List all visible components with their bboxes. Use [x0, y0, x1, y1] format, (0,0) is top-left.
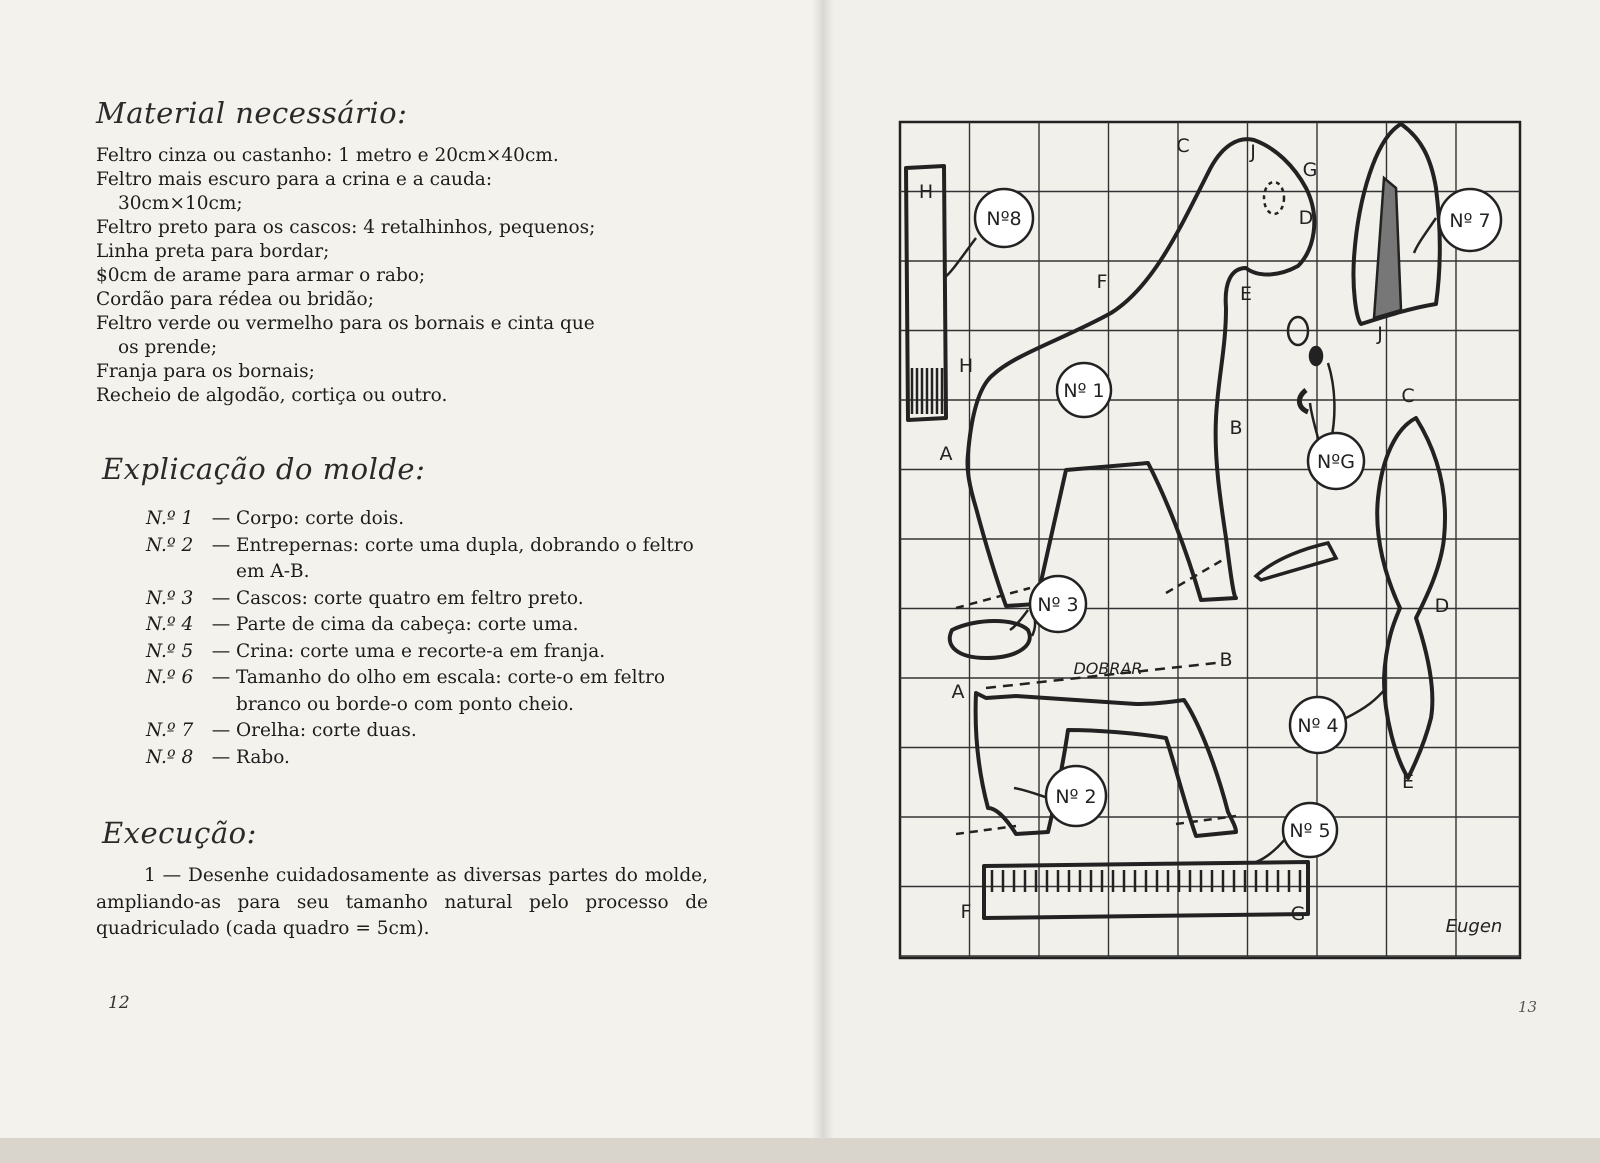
explicacao-item: N.º 2 — Entrepernas: corte uma dupla, dobrando o feltro em A-B.	[146, 534, 694, 582]
point-label-j2: J	[1377, 323, 1383, 345]
explicacao-item: N.º 6 — Tamanho do olho em escala: corte-o em feltro branco ou borde-o com ponto cheio.	[146, 667, 665, 715]
point-label-e: E	[1239, 283, 1253, 305]
arrow-n6b	[1328, 363, 1334, 440]
point-label-f2: F	[960, 901, 972, 923]
explicacao-list	[146, 506, 766, 771]
material-line: Feltro verde ou vermelho para os bornais e cinta que	[96, 313, 595, 334]
piece-2-entrepernas-outline	[976, 693, 1236, 836]
label-n5: Nº 5	[1289, 820, 1331, 842]
seam-dashed-3	[956, 826, 1016, 834]
arrow-n2	[1014, 788, 1048, 798]
material-line: os prende;	[118, 337, 218, 358]
material-title: Material necessário:	[96, 96, 408, 130]
label-n7: Nº 7	[1449, 210, 1491, 232]
material-line: Linha preta para bordar;	[96, 241, 330, 262]
explicacao-title: Explicação do molde:	[102, 452, 426, 486]
signature: Eugen	[1445, 916, 1503, 937]
eye-crescent	[1299, 390, 1308, 412]
arrow-n7	[1414, 218, 1436, 253]
page-number-right: 13	[1518, 998, 1538, 1016]
point-label-g2: G	[1290, 903, 1306, 925]
material-line: 30cm×10cm;	[118, 193, 243, 214]
point-label-a2: A	[951, 681, 965, 703]
point-label-b2: B	[1219, 649, 1233, 671]
explicacao-item: N.º 7 — Orelha: corte duas.	[146, 720, 417, 741]
label-n4: Nº 4	[1297, 715, 1339, 737]
material-line: Feltro preto para os cascos: 4 retalhinhos, pequenos;	[96, 217, 596, 238]
material-line: Feltro mais escuro para a crina e a cauda:	[96, 169, 493, 190]
label-n6: NºG	[1317, 451, 1355, 473]
point-label-d2: D	[1434, 595, 1450, 617]
horse-pattern-diagram	[896, 118, 1536, 970]
material-line: Feltro cinza ou castanho: 1 metro e 20cm×40cm.	[96, 145, 559, 166]
piece-5-fringe	[992, 870, 1300, 892]
explicacao-item: N.º 3 — Cascos: corte quatro em feltro preto.	[146, 587, 584, 609]
label-n3: Nº 3	[1037, 594, 1079, 616]
point-label-d: D	[1298, 207, 1314, 229]
point-label-c: C	[1176, 135, 1190, 157]
piece-8-fringe	[912, 368, 942, 414]
piece-3-casco-outline	[950, 621, 1030, 658]
material-line: Cordão para rédea ou bridão;	[96, 289, 374, 310]
point-label-c2: C	[1401, 385, 1415, 407]
page-bottom-edge	[0, 1138, 1600, 1163]
point-label-e2: E	[1401, 771, 1415, 793]
label-dobrar: DOBRAR	[1073, 659, 1143, 678]
label-n1: Nº 1	[1063, 380, 1105, 402]
point-label-g: G	[1302, 159, 1318, 181]
material-line: Franja para os bornais;	[96, 361, 315, 382]
point-label-a: A	[939, 443, 953, 465]
explicacao-item: N.º 8 — Rabo.	[146, 746, 290, 768]
label-n2: Nº 2	[1055, 786, 1097, 808]
pattern-svg	[896, 118, 1536, 970]
book-gutter	[812, 0, 834, 1163]
arrow-n8	[944, 238, 976, 278]
eye-dotted	[1264, 182, 1284, 214]
head-part-strip	[1256, 543, 1336, 580]
material-line: $0cm de arame para armar o rabo;	[96, 265, 426, 286]
point-label-j: J	[1250, 141, 1256, 163]
explicacao-item: N.º 4 — Parte de cima da cabeça: corte uma.	[146, 614, 579, 635]
eye-dot-1	[1310, 347, 1322, 365]
explicacao-item: N.º 5 — Crina: corte uma e recorte-a em franja.	[146, 640, 606, 662]
page-number-left: 12	[108, 993, 130, 1013]
point-label-h2: H	[958, 355, 974, 377]
arrow-n4	[1346, 688, 1386, 718]
execucao-title: Execução:	[102, 816, 257, 850]
material-line: Recheio de algodão, cortiça ou outro.	[96, 385, 448, 406]
arrow-n5	[1256, 838, 1286, 862]
point-label-f: F	[1096, 271, 1108, 293]
orelha-shading	[1374, 178, 1401, 318]
point-label-b: B	[1229, 417, 1243, 439]
material-list	[96, 144, 721, 408]
explicacao-item: N.º 1 — Corpo: corte dois.	[146, 508, 405, 529]
label-n8: Nº8	[986, 208, 1022, 230]
point-label-h: H	[918, 181, 934, 203]
execucao-text: 1 — Desenhe cuidadosamente as diversas partes do molde, ampliando-as para seu tamanho natural pelo processo de quadriculado (cada quadro = 5cm).	[96, 865, 708, 939]
